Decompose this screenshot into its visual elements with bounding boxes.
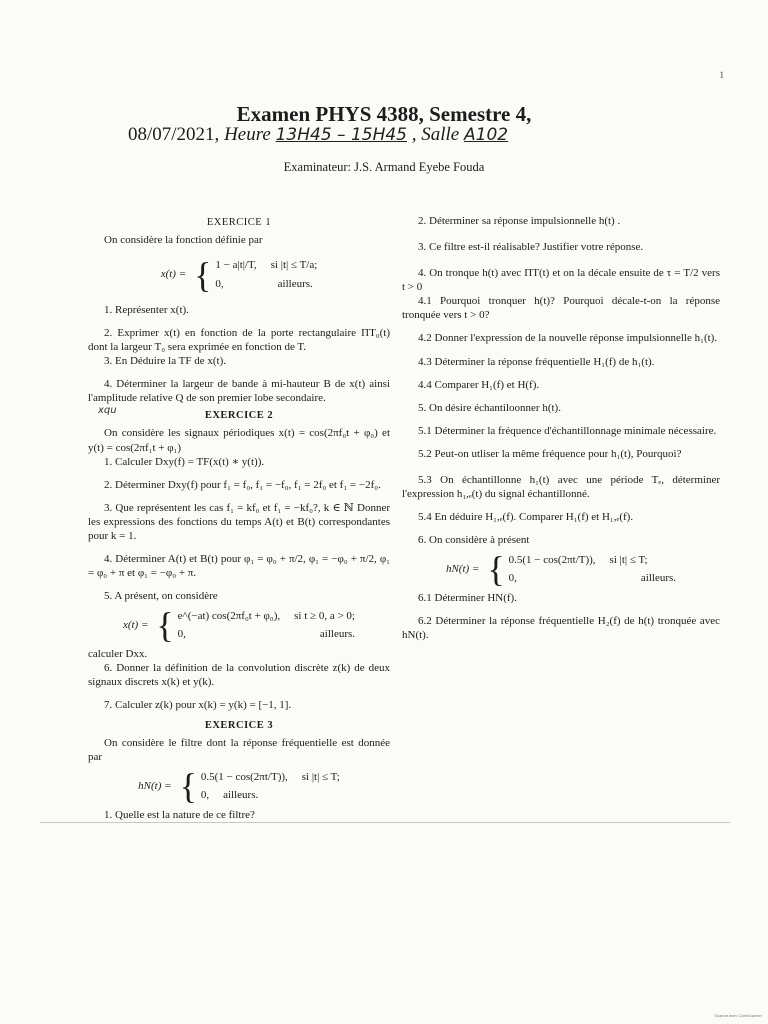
ex3-q62: 6.2 Déterminer la réponse fréquentielle H₂(f) de h(t) tronquée avec hN(t). (402, 615, 720, 642)
ex3-q2: 2. Déterminer sa réponse impulsionnelle h(t) . (418, 215, 621, 227)
ex3-cond1: si |t| ≤ T; (301, 771, 340, 784)
ex3-q6: 6. On considère à présent (418, 534, 530, 547)
salle-label: , Salle (411, 124, 460, 145)
brace-icon: { (156, 605, 174, 646)
ex3-cond2: ailleurs. (223, 789, 259, 802)
exam-title: Examen PHYS 4388, Semestre 4, (236, 102, 532, 126)
examiner: Examinateur: J.S. Armand Eyebe Fouda (283, 160, 485, 174)
heure-label: Heure (224, 124, 271, 145)
ex2-q4: 4. Déterminer A(t) et B(t) pour φ₁ = φ₀ + π/2, φ₁ = −φ₀ + π/2, φ₁ = φ₀ + π et φ₁ = −φ₀ + π. (88, 552, 390, 580)
ex2-q5: 5. A présent, on considère (104, 590, 218, 603)
ex3-q42: 4.2 Donner l'expression de la nouvelle réponse impulsionnelle h₁(t). (418, 332, 718, 345)
ex3-hn-cond2: ailleurs. (640, 572, 677, 585)
ex3-intro: On considère le filtre dont la réponse fréquentielle est donnée par (88, 736, 390, 764)
ex2-q3: 3. Que représentent les cas f₁ = kf₀ et f₁ = −kf₀?, k ∈ ℕ Donner les expressions des fonctions du temps A(t) et B(t) correspondantes pour k = 1. (88, 501, 390, 542)
exam-date-line (128, 124, 508, 146)
ex1-q3: 3. En Déduire la TF de x(t). (104, 354, 226, 367)
scanner-watermark: Scanné avec CamScanner (714, 1013, 762, 1018)
ex1-cond1: si |t| ≤ T/a; (270, 259, 318, 272)
ex2-case1: e^(−at) cos(2πf₀t + φ₀), (177, 610, 281, 623)
ex1-case2: 0, (215, 277, 224, 290)
ex3-q51: 5.1 Déterminer la fréquence d'échantillonnage minimale nécessaire. (418, 424, 717, 437)
brace-icon: { (487, 549, 505, 590)
brace-icon: { (194, 254, 212, 295)
ex3-q44: 4.4 Comparer H₁(f) et H(f). (418, 378, 540, 391)
ex3-hn-lhs: hN(t) = (445, 563, 480, 576)
heure-value: 13H45 – 15H45 (275, 125, 407, 145)
ex2-cond1: si t ≥ 0, a > 0; (294, 610, 355, 623)
ex2-q1: 1. Calculer Dxy(f) = TF(x(t) ∗ y(t)). (104, 455, 265, 468)
ex2-intro: On considère les signaux périodiques x(t) = cos(2πf₀t + φ₀) et y(t) = cos(2πf₁t + φ₁) (88, 427, 390, 454)
ex3-heading: EXERCICE 3 (204, 719, 274, 731)
left-column (88, 214, 390, 831)
ex1-q4: 4. Déterminer la largeur de bande à mi-hauteur B de x(t) ainsi l'amplitude relative Q de son premier lobe secondaire. (88, 377, 390, 404)
ex3-q41: 4.1 Pourquoi tronquer h(t)? Pourquoi décale-t-on la réponse tronquée vers t > 0? (402, 295, 720, 322)
handwritten-note: xqu (98, 405, 117, 416)
ex3-q61: 6.1 Déterminer HN(f). (418, 592, 517, 605)
ex3-formula (88, 766, 390, 807)
scan-divider (40, 822, 730, 823)
ex2-q5b: calculer Dxx. (88, 648, 148, 661)
ex3-case2: 0, (200, 789, 210, 802)
ex1-formula (88, 254, 390, 295)
ex1-heading: EXERCICE 1 (206, 217, 272, 228)
ex1-cond2: ailleurs. (277, 277, 313, 290)
ex2-q2: 2. Déterminer Dxy(f) pour f₁ = f₀, f₁ = −f₀, f₁ = 2f₀ et f₁ = −2f₀. (104, 478, 381, 491)
ex2-case2: 0, (177, 628, 186, 641)
ex3-formula-hn (402, 549, 720, 590)
ex3-q52: 5.2 Peut-on utliser la même fréquence pour h₁(t), Pourquoi? (418, 447, 682, 460)
salle-value: A102 (464, 125, 509, 145)
ex3-q54: 5.4 En déduire H₁,ₑ(f). Comparer H₁(f) et H₁,ₑ(f). (418, 511, 634, 524)
ex3-q3: 3. Ce filtre est-il réalisable? Justifier votre réponse. (418, 241, 644, 254)
right-column (402, 214, 720, 651)
exam-date: 08/07/2021, (128, 124, 220, 145)
ex3-q1: 1. Quelle est la nature de ce filtre? (104, 809, 255, 822)
ex3-case1: 0.5(1 − cos(2πt/T)), (200, 771, 288, 784)
ex3-q53: 5.3 On échantillonne h₁(t) avec une période Tₑ, déterminer l'expression h₁,ₑ(t) du signal échantillonné. (402, 473, 720, 501)
ex3-q4: 4. On tronque h(t) avec ΠT(t) et on la décale ensuite de τ = T/2 vers t > 0 (402, 267, 720, 294)
page-mark: 1 (719, 70, 724, 80)
ex3-q5: 5. On désire échantiloonner h(t). (418, 401, 561, 414)
ex1-q2: 2. Exprimer x(t) en fonction de la porte rectangulaire ΠT₀(t) dont la largeur T₀ sera exprimée en fonction de T. (88, 326, 390, 353)
ex2-heading: EXERCICE 2 (204, 409, 274, 421)
ex2-formula-lhs: x(t) = (122, 619, 149, 632)
ex1-q1: 1. Représenter x(t). (104, 303, 189, 316)
ex2-q7: 7. Calculer z(k) pour x(k) = y(k) = [−1, 1]. (104, 699, 292, 712)
ex3-hn-case1: 0.5(1 − cos(2πt/T)), (508, 554, 596, 567)
ex1-intro: On considère la fonction définie par (104, 234, 263, 247)
ex3-q43: 4.3 Déterminer la réponse fréquentielle H₁(f) de h₁(t). (418, 355, 655, 368)
ex3-hn-case2: 0, (508, 572, 517, 585)
brace-icon: { (179, 766, 197, 807)
ex1-formula-lhs: x(t) = (160, 268, 187, 281)
ex1-case1: 1 − a|t|/T, (215, 259, 257, 272)
ex3-formula-lhs: hN(t) = (138, 780, 172, 793)
ex2-formula (88, 605, 390, 646)
ex2-cond2: ailleurs. (319, 628, 356, 641)
ex2-q6: 6. Donner la définition de la convolution discrète z(k) de deux signaux discrets x(k) et y(k). (88, 662, 390, 689)
ex3-hn-cond1: si |t| ≤ T; (609, 554, 648, 567)
